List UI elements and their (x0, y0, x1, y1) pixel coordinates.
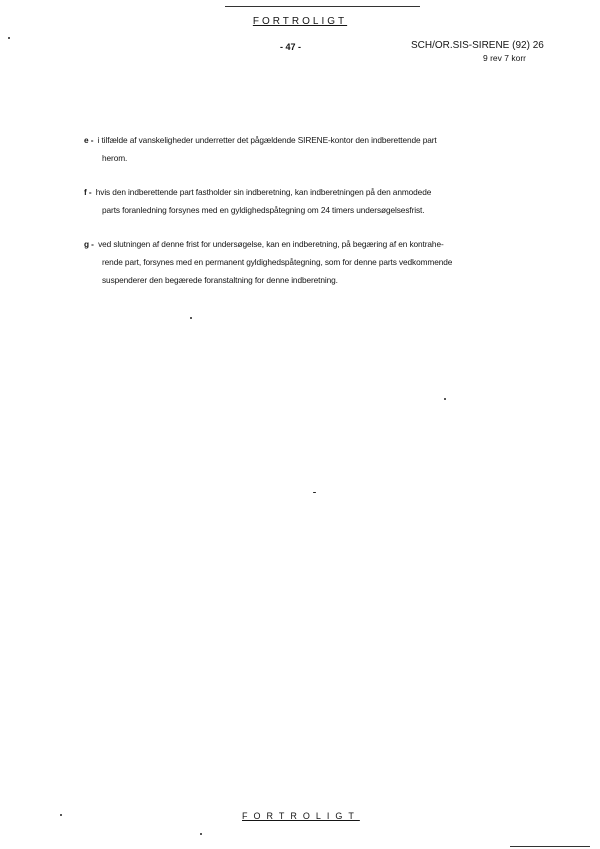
paragraph-e (84, 131, 554, 167)
paragraph-marker: e - (84, 135, 94, 145)
footer-classification: FORTROLIGT (242, 811, 360, 821)
paragraph-line: parts foranledning forsynes med en gyldighedspåtegning om 24 timers undersøgelsesfrist. (102, 205, 425, 215)
paragraph-line: ved slutningen af denne frist for undersøgelse, kan en indberetning, på begæring af en kontrahe- (98, 239, 444, 249)
paragraph-line: herom. (102, 153, 128, 163)
paragraph-line: i tilfælde af vanskeligheder underretter det pågældende SIRENE-kontor den indberettende part (97, 135, 437, 145)
paragraph-line: suspenderer den begærede foranstaltning for denne indberetning. (102, 275, 338, 285)
scan-speck (190, 317, 192, 319)
paragraph-marker: g - (84, 239, 94, 249)
bottom-scan-line (510, 846, 590, 847)
document-revision: 9 rev 7 korr (483, 53, 526, 63)
scan-speck (8, 37, 10, 39)
document-reference: SCH/OR.SIS-SIRENE (92) 26 (411, 40, 544, 51)
scan-speck (200, 833, 202, 835)
paragraph-line: hvis den indberettende part fastholder sin indberetning, kan indberetningen på den anmodede (95, 187, 432, 197)
scan-speck (444, 398, 446, 400)
top-scan-line (225, 6, 420, 7)
scan-speck (60, 814, 62, 816)
header-classification: FORTROLIGT (252, 16, 348, 27)
paragraph-line: rende part, forsynes med en permanent gyldighedspåtegning, som for denne parts vedkommende (102, 257, 453, 267)
scan-speck (313, 492, 316, 493)
paragraph-marker: f - (84, 187, 92, 197)
paragraph-f (84, 183, 554, 219)
paragraph-g (84, 235, 554, 289)
page-number: - 47 - (280, 42, 302, 52)
